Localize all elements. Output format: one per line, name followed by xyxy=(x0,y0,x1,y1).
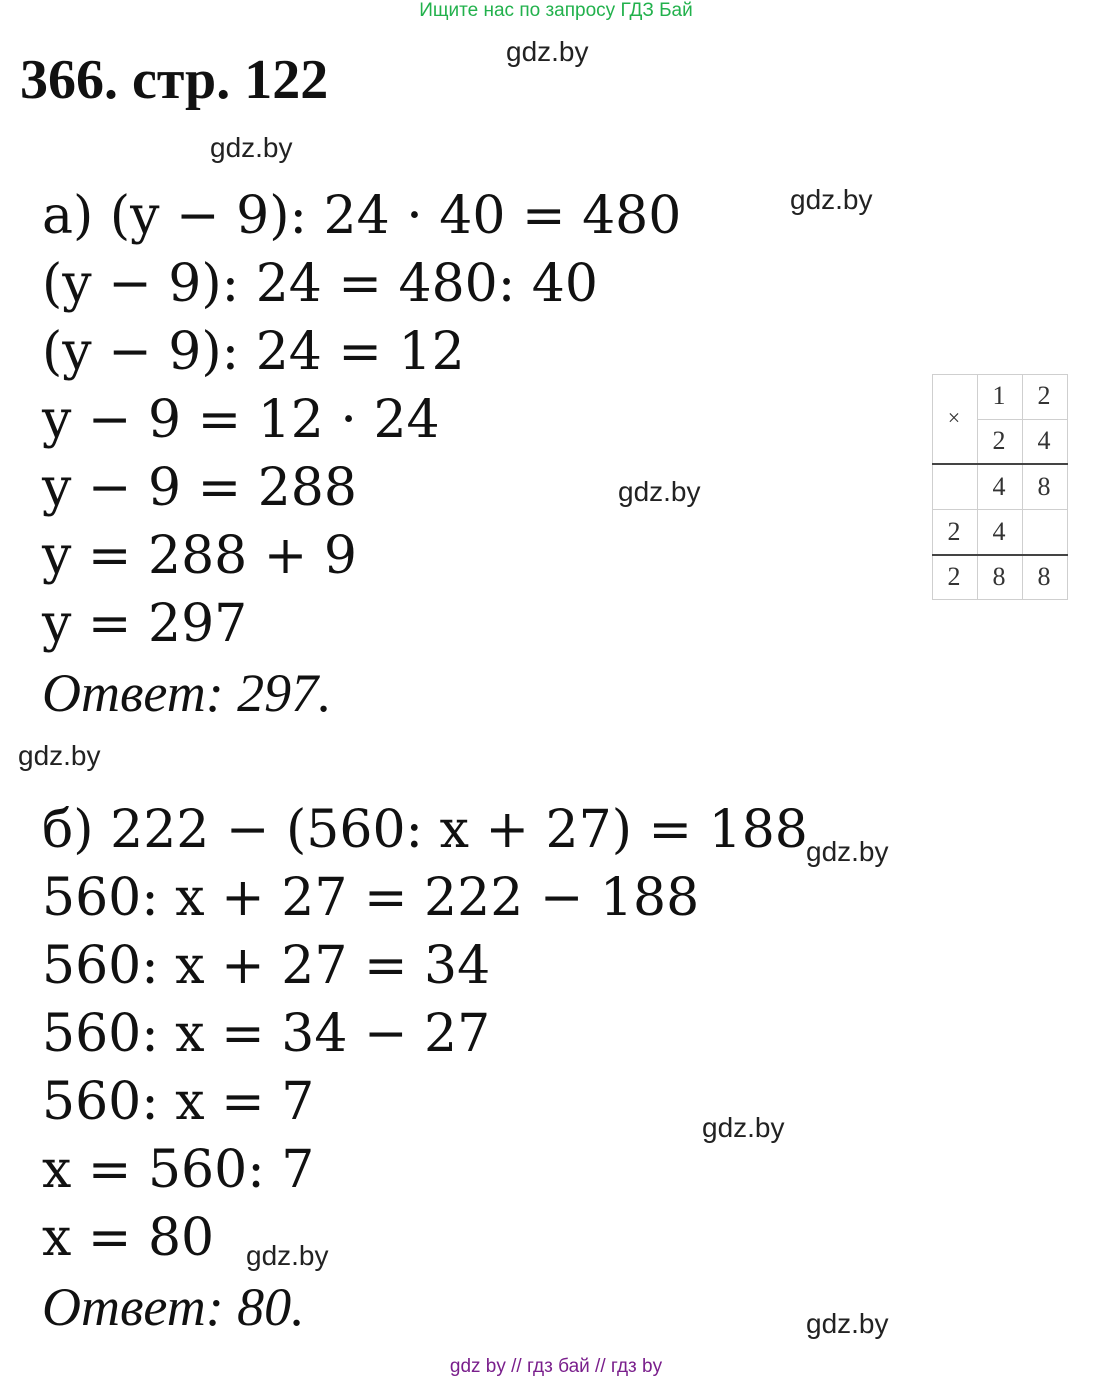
footer-links: gdz by // гдз бай // гдз by xyxy=(449,1356,663,1377)
equation-line-a4: y − 9 = 12 · 24 xyxy=(42,390,440,450)
equation-line-b6: x = 560: 7 xyxy=(42,1140,315,1200)
watermark: gdz.by xyxy=(18,740,101,771)
search-banner: Ищите нас по запросу ГДЗ Бай xyxy=(419,0,693,21)
equation-line-a2: (y − 9): 24 = 480: 40 xyxy=(42,254,598,314)
watermark: gdz.by xyxy=(506,36,589,67)
answer-a: Ответ: 297. xyxy=(42,663,332,723)
equation-line-a1: а) (y − 9): 24 · 40 = 480 xyxy=(42,186,682,246)
grid-cell: 1 xyxy=(992,381,1006,410)
grid-cell: 4 xyxy=(992,472,1006,501)
watermark: gdz.by xyxy=(790,184,873,215)
grid-cell: 2 xyxy=(947,517,961,546)
equation-line-a3: (y − 9): 24 = 12 xyxy=(42,322,465,382)
watermark: gdz.by xyxy=(210,132,293,163)
equation-line-b3: 560: x + 27 = 34 xyxy=(42,936,491,996)
answer-b: Ответ: 80. xyxy=(42,1277,305,1337)
equation-line-b7: x = 80 xyxy=(42,1208,215,1268)
grid-cell: 4 xyxy=(1037,426,1051,455)
grid-cell: 8 xyxy=(1037,472,1051,501)
grid-cell: 8 xyxy=(992,562,1006,591)
multiplication-grid xyxy=(932,374,1068,600)
watermark: gdz.by xyxy=(618,476,701,507)
exercise-title: 366. стр. 122 xyxy=(20,49,329,111)
watermark: gdz.by xyxy=(806,836,889,867)
grid-cell: 2 xyxy=(992,426,1006,455)
watermark: gdz.by xyxy=(246,1240,329,1271)
equation-line-b1: б) 222 − (560: x + 27) = 188 xyxy=(42,800,808,860)
equation-line-a5: y − 9 = 288 xyxy=(42,458,357,518)
equation-line-b2: 560: x + 27 = 222 − 188 xyxy=(42,868,700,928)
watermark: gdz.by xyxy=(702,1112,785,1143)
equation-line-a6: y = 288 + 9 xyxy=(42,526,357,586)
grid-cell: 2 xyxy=(947,562,961,591)
watermark: gdz.by xyxy=(806,1308,889,1339)
multiply-sign: × xyxy=(947,405,961,430)
equation-line-b5: 560: x = 7 xyxy=(42,1072,315,1132)
equation-line-a7: y = 297 xyxy=(42,594,248,654)
grid-cell: 8 xyxy=(1037,562,1051,591)
equation-line-b4: 560: x = 34 − 27 xyxy=(42,1004,491,1064)
grid-cell: 4 xyxy=(992,517,1006,546)
grid-cell: 2 xyxy=(1037,381,1051,410)
